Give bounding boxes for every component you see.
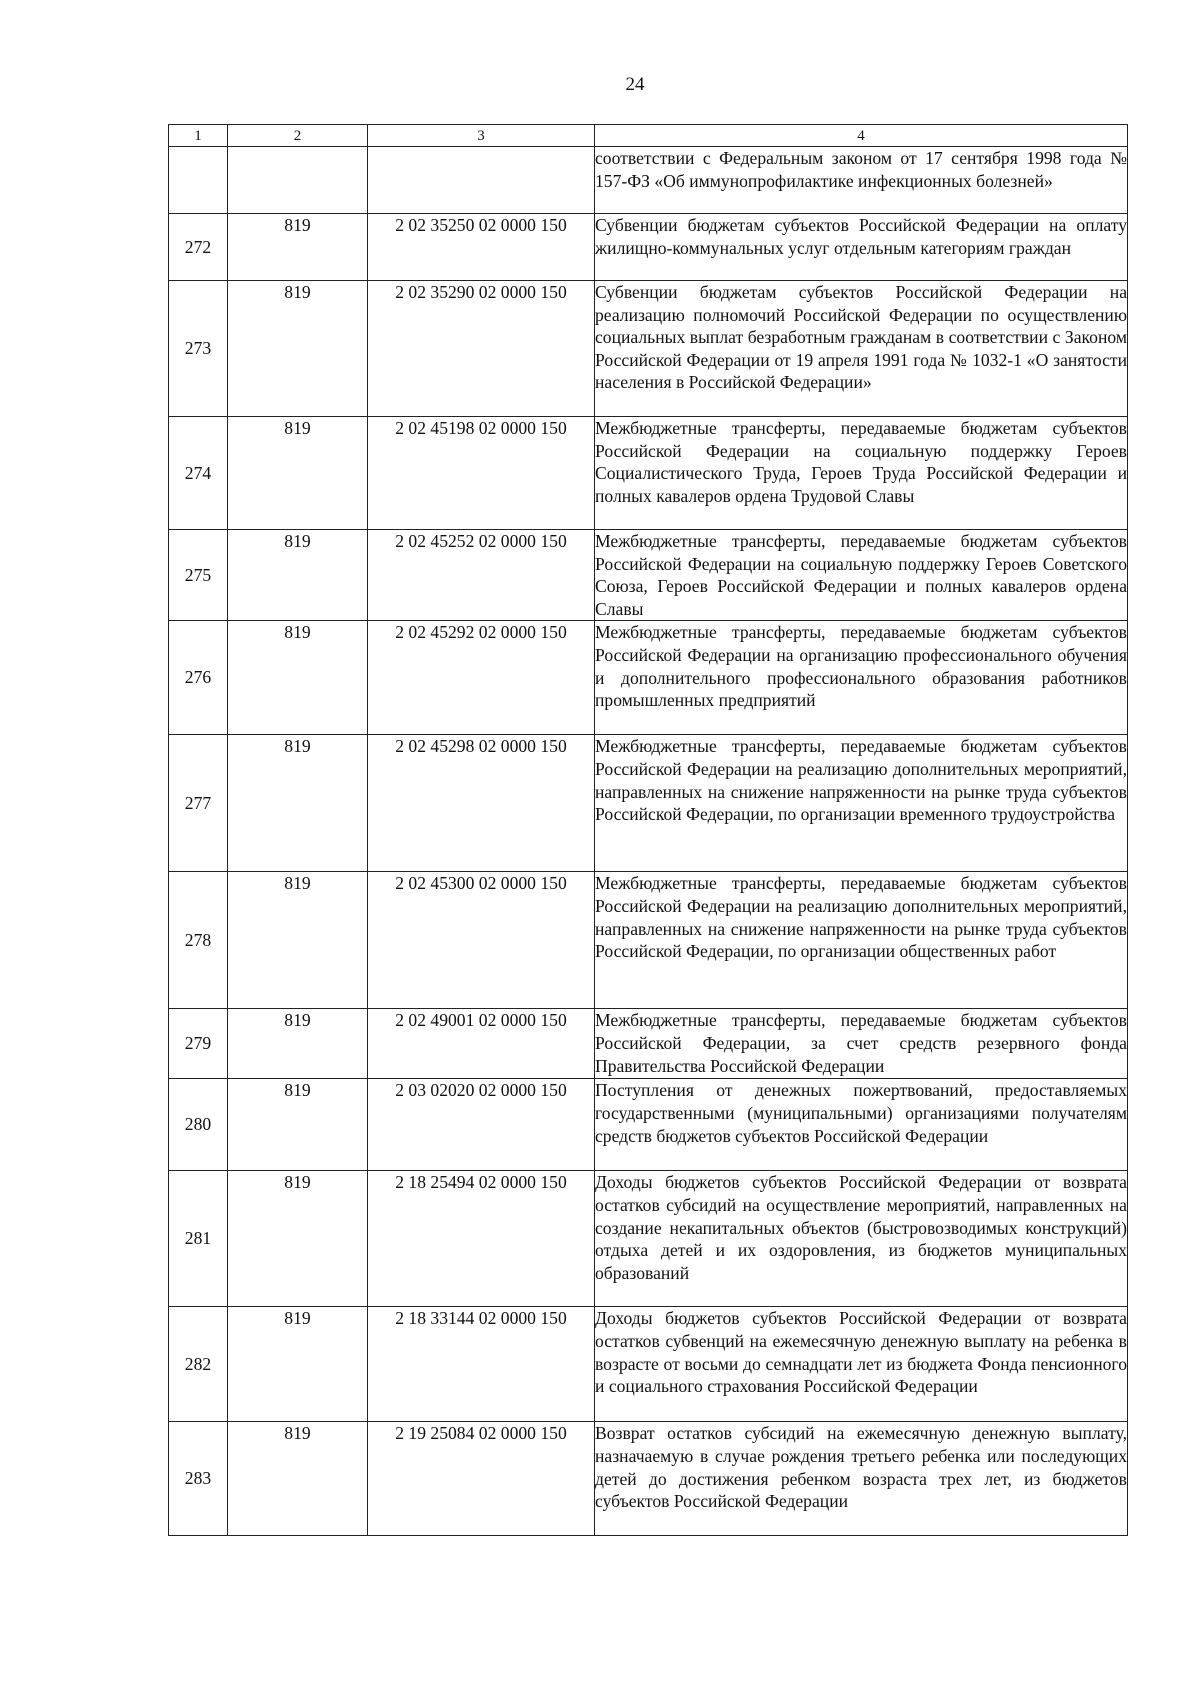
row-number (169, 147, 228, 214)
header-col-2: 2 (228, 125, 368, 147)
budget-classification-code: 2 02 49001 02 0000 150 (368, 1009, 595, 1079)
income-description: Субвенции бюджетам субъектов Российской Федерации на оплату жилищно-коммунальных услуг отдельным категориям граждан (595, 214, 1128, 281)
budget-classification-code: 2 19 25084 02 0000 150 (368, 1422, 595, 1536)
row-number: 272 (169, 214, 228, 281)
row-number: 277 (169, 735, 228, 872)
budget-classification-code: 2 02 35250 02 0000 150 (368, 214, 595, 281)
income-description: Возврат остатков субсидий на ежемесячную денежную выплату, назначаемую в случае рождения третьего ребенка или последующих детей до достижения ребенком возраста трех лет, из бюджетов субъектов Российской Федерации (595, 1422, 1128, 1536)
income-description: Поступления от денежных пожертвований, предоставляемых государственными (муниципальными) организациями получателям средств бюджетов субъектов Российской Федерации (595, 1079, 1128, 1171)
table-row (169, 1171, 1128, 1307)
admin-code: 819 (228, 1079, 368, 1171)
table-row (169, 872, 1128, 1009)
table-row (169, 1079, 1128, 1171)
income-description: Межбюджетные трансферты, передаваемые бюджетам субъектов Российской Федерации на социальную поддержку Героев Советского Союза, Героев Российской Федерации и полных кавалеров ордена Славы (595, 530, 1128, 621)
admin-code: 819 (228, 214, 368, 281)
budget-classification-code: 2 02 45252 02 0000 150 (368, 530, 595, 621)
table-row (169, 735, 1128, 872)
budget-classification-code (368, 147, 595, 214)
revenue-codes-table (168, 124, 1128, 1536)
admin-code: 819 (228, 281, 368, 417)
row-number: 276 (169, 621, 228, 735)
admin-code: 819 (228, 417, 368, 530)
row-number: 273 (169, 281, 228, 417)
row-number: 282 (169, 1307, 228, 1422)
table-row (169, 621, 1128, 735)
budget-classification-code: 2 18 33144 02 0000 150 (368, 1307, 595, 1422)
income-description: Доходы бюджетов субъектов Российской Федерации от возврата остатков субвенций на ежемесячную денежную выплату на ребенка в возрасте от восьми до семнадцати лет из бюджета Фонда пенсионного и социального страхования Российской Федерации (595, 1307, 1128, 1422)
admin-code: 819 (228, 621, 368, 735)
admin-code: 819 (228, 1009, 368, 1079)
income-description: Межбюджетные трансферты, передаваемые бюджетам субъектов Российской Федерации на реализацию дополнительных мероприятий, направленных на снижение напряженности на рынке труда субъектов Российской Федерации, по организации временного трудоустройства (595, 735, 1128, 872)
table-row (169, 530, 1128, 621)
income-description: Доходы бюджетов субъектов Российской Федерации от возврата остатков субсидий на осуществление мероприятий, направленных на создание некапитальных объектов (быстровозводимых конструкций) отдыха детей и их оздоровления, из бюджетов муниципальных образований (595, 1171, 1128, 1307)
header-col-1: 1 (169, 125, 228, 147)
table-row (169, 281, 1128, 417)
budget-classification-code: 2 02 45198 02 0000 150 (368, 417, 595, 530)
row-number: 275 (169, 530, 228, 621)
budget-classification-code: 2 02 45300 02 0000 150 (368, 872, 595, 1009)
budget-classification-code: 2 03 02020 02 0000 150 (368, 1079, 595, 1171)
budget-classification-code: 2 18 25494 02 0000 150 (368, 1171, 595, 1307)
header-col-4: 4 (595, 125, 1128, 147)
table-row (169, 147, 1128, 214)
income-description: Межбюджетные трансферты, передаваемые бюджетам субъектов Российской Федерации на организацию профессионального обучения и дополнительного профессионального образования работников промышленных предприятий (595, 621, 1128, 735)
admin-code (228, 147, 368, 214)
row-number: 283 (169, 1422, 228, 1536)
admin-code: 819 (228, 735, 368, 872)
table-row (169, 214, 1128, 281)
page-number: 24 (625, 74, 645, 95)
income-description: Межбюджетные трансферты, передаваемые бюджетам субъектов Российской Федерации, за счет средств резервного фонда Правительства Российской Федерации (595, 1009, 1128, 1079)
income-description: Межбюджетные трансферты, передаваемые бюджетам субъектов Российской Федерации на социальную поддержку Героев Социалистического Труда, Героев Труда Российской Федерации и полных кавалеров ордена Трудовой Славы (595, 417, 1128, 530)
table-header-row (169, 125, 1128, 147)
income-description: Межбюджетные трансферты, передаваемые бюджетам субъектов Российской Федерации на реализацию дополнительных мероприятий, направленных на снижение напряженности на рынке труда субъектов Российской Федерации, по организации общественных работ (595, 872, 1128, 1009)
table-row (169, 417, 1128, 530)
row-number: 280 (169, 1079, 228, 1171)
table-row (169, 1009, 1128, 1079)
table-row (169, 1422, 1128, 1536)
table-row (169, 1307, 1128, 1422)
row-number: 281 (169, 1171, 228, 1307)
admin-code: 819 (228, 1171, 368, 1307)
budget-classification-code: 2 02 45298 02 0000 150 (368, 735, 595, 872)
row-number: 274 (169, 417, 228, 530)
admin-code: 819 (228, 1422, 368, 1536)
income-description: соответствии с Федеральным законом от 17 сентября 1998 года № 157-ФЗ «Об иммунопрофилактике инфекционных болезней» (595, 147, 1128, 214)
admin-code: 819 (228, 530, 368, 621)
budget-classification-code: 2 02 35290 02 0000 150 (368, 281, 595, 417)
admin-code: 819 (228, 1307, 368, 1422)
row-number: 279 (169, 1009, 228, 1079)
budget-classification-code: 2 02 45292 02 0000 150 (368, 621, 595, 735)
income-description: Субвенции бюджетам субъектов Российской Федерации на реализацию полномочий Российской Федерации по осуществлению социальных выплат безработным гражданам в соответствии с Законом Российской Федерации от 19 апреля 1991 года № 1032-1 «О занятости населения в Российской Федерации» (595, 281, 1128, 417)
admin-code: 819 (228, 872, 368, 1009)
row-number: 278 (169, 872, 228, 1009)
header-col-3: 3 (368, 125, 595, 147)
